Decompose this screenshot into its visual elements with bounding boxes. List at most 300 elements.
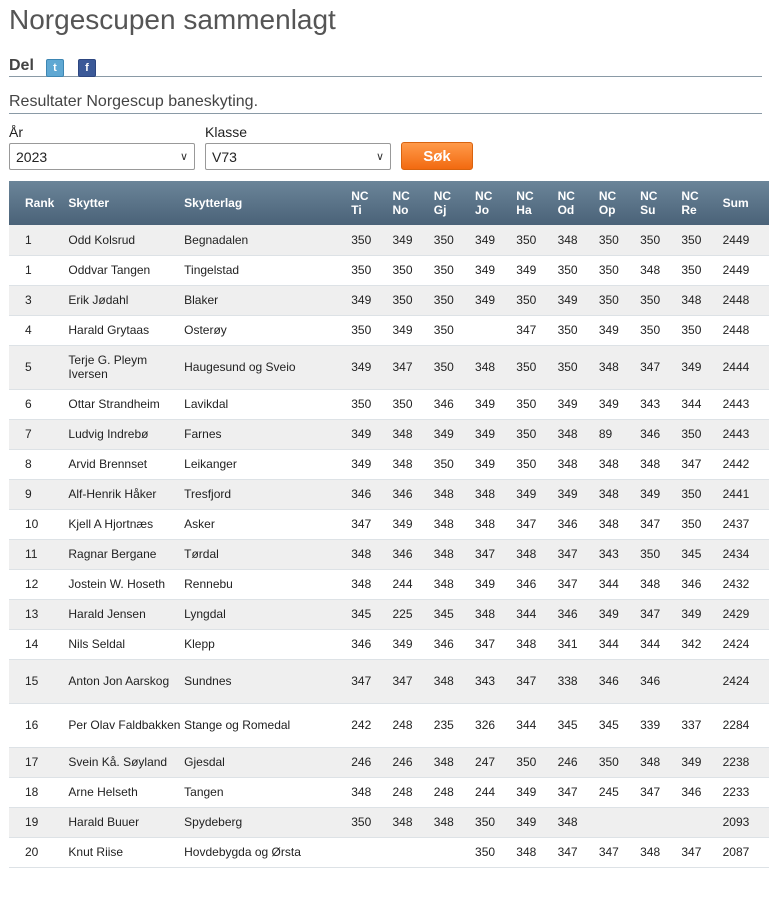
cell-score: 246 [392, 755, 413, 769]
cell-score: 339 [640, 718, 661, 732]
cell-sum: 2448 [722, 293, 750, 307]
cell-score: 346 [351, 487, 372, 501]
cell-club: Klepp [184, 637, 215, 651]
divider-top [9, 76, 762, 77]
cell-score: 350 [433, 360, 454, 374]
cell-score: 348 [598, 457, 619, 471]
cell-score [599, 807, 640, 837]
header-nc-ti[interactable]: NC Ti [351, 189, 369, 217]
cell-score: 348 [640, 755, 661, 769]
cell-sum: 2087 [722, 845, 750, 859]
cell-score: 347 [392, 360, 413, 374]
cell-score: 338 [557, 674, 578, 688]
cell-shooter: Per Olav Faldbakken [68, 718, 181, 732]
cell-score: 350 [681, 263, 702, 277]
cell-score: 349 [598, 607, 619, 621]
cell-score: 350 [681, 232, 702, 247]
cell-score: 350 [351, 263, 372, 277]
cell-score: 347 [516, 323, 537, 337]
cell-shooter: Nils Seldal [68, 637, 126, 651]
divider-bottom [9, 113, 762, 114]
cell-score: 348 [640, 845, 661, 859]
header-nc-op[interactable]: NC Op [598, 189, 617, 217]
cell-rank: 5 [25, 360, 32, 374]
cell-score: 348 [392, 457, 413, 471]
cell-sum: 2442 [722, 457, 750, 471]
cell-club: Lavikdal [184, 397, 229, 411]
cell-score: 349 [475, 397, 496, 411]
cell-club: Tresfjord [184, 487, 232, 501]
cell-score: 350 [392, 293, 413, 307]
cell-score: 348 [681, 293, 702, 307]
cell-sum: 2424 [722, 637, 750, 651]
cell-score: 348 [351, 785, 372, 799]
cell-score: 350 [516, 360, 537, 374]
cell-score: 326 [475, 718, 496, 732]
cell-score: 347 [516, 517, 537, 531]
cell-score: 347 [640, 517, 661, 531]
cell-rank: 6 [25, 397, 32, 411]
cell-score: 347 [516, 674, 537, 688]
cell-score: 348 [475, 487, 496, 501]
cell-score: 350 [640, 293, 661, 307]
cell-score: 349 [475, 293, 496, 307]
cell-score: 350 [598, 293, 619, 307]
cell-score: 348 [392, 815, 413, 829]
table-row [9, 659, 769, 703]
cell-score: 346 [640, 427, 661, 441]
chevron-down-icon: ∨ [375, 151, 384, 163]
cell-score: 344 [598, 577, 619, 591]
cell-rank: 13 [25, 607, 39, 621]
cell-score: 350 [351, 815, 372, 829]
cell-score: 248 [392, 718, 413, 732]
cell-score: 347 [475, 547, 496, 561]
cell-score: 350 [516, 427, 537, 441]
cell-score: 348 [516, 547, 537, 561]
cell-score: 350 [516, 755, 537, 769]
cell-score: 349 [351, 293, 372, 307]
page-title: Norgescupen sammenlagt [9, 4, 336, 35]
cell-score: 350 [516, 457, 537, 471]
cell-shooter: Harald Jensen [68, 607, 146, 621]
cell-score: 349 [475, 427, 496, 441]
cell-score: 349 [640, 487, 661, 501]
cell-sum: 2449 [722, 232, 750, 247]
cell-score: 235 [433, 718, 454, 732]
cell-score: 346 [392, 487, 413, 501]
cell-score: 350 [640, 323, 661, 337]
table-row [9, 599, 769, 629]
cell-score: 348 [557, 232, 578, 247]
cell-score: 348 [557, 427, 578, 441]
table-row [9, 479, 769, 509]
class-select-value: V73 [212, 148, 237, 165]
table-row [9, 419, 769, 449]
year-label: År [9, 124, 23, 140]
cell-score: 350 [351, 323, 372, 337]
cell-score: 347 [351, 517, 372, 531]
page-description: Resultater Norgescup baneskyting. [9, 93, 259, 110]
twitter-icon[interactable]: t [46, 59, 64, 77]
cell-score: 348 [475, 360, 496, 374]
cell-shooter: Oddvar Tangen [68, 263, 151, 277]
cell-score: 244 [475, 785, 496, 799]
cell-score: 348 [640, 263, 661, 277]
cell-sum: 2448 [722, 323, 750, 337]
header-nc-gj[interactable]: NC Gj [433, 189, 452, 217]
cell-sum: 2424 [722, 674, 750, 688]
results-body [9, 225, 769, 867]
cell-score: 347 [598, 845, 619, 859]
cell-score: 350 [433, 457, 454, 471]
cell-score: 348 [433, 815, 454, 829]
cell-score: 349 [598, 397, 619, 411]
header-nc-jo[interactable]: NC Jo [475, 189, 493, 217]
cell-rank: 10 [25, 517, 39, 531]
header-rank[interactable]: Rank [25, 196, 55, 210]
cell-score: 347 [640, 360, 661, 374]
cell-score: 242 [351, 718, 372, 732]
cell-score: 345 [351, 607, 372, 621]
cell-rank: 8 [25, 457, 32, 471]
cell-rank: 18 [25, 785, 39, 799]
cell-sum: 2434 [722, 547, 750, 561]
cell-score: 348 [598, 487, 619, 501]
cell-score: 345 [557, 718, 578, 732]
cell-rank: 15 [25, 674, 39, 688]
cell-score: 350 [475, 815, 496, 829]
cell-score: 349 [433, 427, 454, 441]
cell-club: Leikanger [184, 457, 237, 471]
cell-score: 350 [516, 232, 537, 247]
cell-club: Asker [184, 517, 215, 531]
cell-score: 349 [475, 577, 496, 591]
cell-rank: 12 [25, 577, 39, 591]
cell-shooter: Knut Riise [68, 845, 124, 859]
cell-score: 348 [351, 547, 372, 561]
cell-shooter: Terje G. Pleym Iversen [68, 353, 148, 381]
cell-score [640, 807, 681, 837]
cell-score: 349 [475, 457, 496, 471]
header-nc-no[interactable]: NC No [392, 189, 410, 217]
cell-score: 347 [351, 674, 372, 688]
cell-score: 343 [640, 397, 661, 411]
cell-sum: 2444 [722, 360, 750, 374]
cell-score: 347 [640, 785, 661, 799]
table-row [9, 777, 769, 807]
cell-club: Rennebu [184, 577, 233, 591]
cell-score: 347 [557, 547, 578, 561]
results-table [9, 181, 769, 868]
cell-rank: 7 [25, 427, 32, 441]
cell-shooter: Erik Jødahl [68, 293, 129, 307]
cell-sum: 2233 [722, 785, 750, 799]
cell-score: 350 [681, 517, 702, 531]
cell-score: 345 [681, 547, 702, 561]
cell-score: 346 [351, 637, 372, 651]
cell-club: Blaker [184, 293, 219, 307]
class-select[interactable] [205, 143, 391, 170]
cell-score: 349 [681, 360, 702, 374]
cell-score: 346 [681, 785, 702, 799]
table-row [9, 569, 769, 599]
cell-score: 350 [681, 487, 702, 501]
cell-shooter: Arne Helseth [68, 785, 138, 799]
header-nc-ha[interactable]: NC Ha [516, 189, 534, 217]
cell-score: 348 [475, 607, 496, 621]
cell-club: Lyngdal [184, 607, 226, 621]
cell-score: 342 [681, 637, 702, 651]
cell-score: 348 [516, 637, 537, 651]
cell-shooter: Anton Jon Aarskog [68, 674, 170, 688]
header-club[interactable]: Skytterlag [184, 196, 243, 210]
cell-score: 348 [433, 674, 454, 688]
facebook-icon[interactable]: f [78, 59, 96, 77]
cell-score: 350 [392, 397, 413, 411]
cell-rank: 20 [25, 845, 39, 859]
cell-score: 348 [640, 457, 661, 471]
cell-score: 347 [640, 607, 661, 621]
cell-score: 349 [681, 755, 702, 769]
cell-score: 248 [392, 785, 413, 799]
cell-shooter: Ragnar Bergane [68, 547, 157, 561]
cell-score [475, 315, 516, 345]
cell-club: Osterøy [184, 323, 227, 337]
cell-score: 349 [598, 323, 619, 337]
cell-shooter: Harald Grytaas [68, 323, 150, 337]
cell-score: 347 [557, 845, 578, 859]
cell-club: Gjesdal [184, 755, 225, 769]
cell-score: 347 [681, 845, 702, 859]
cell-shooter: Ottar Strandheim [68, 397, 160, 411]
cell-score: 247 [475, 755, 496, 769]
cell-score: 348 [516, 845, 537, 859]
cell-shooter: Kjell A Hjortnæs [68, 517, 154, 531]
cell-score: 348 [557, 457, 578, 471]
table-row [9, 389, 769, 419]
share-label: Del [9, 57, 34, 74]
cell-sum: 2437 [722, 517, 750, 531]
cell-sum: 2443 [722, 427, 750, 441]
cell-score: 348 [640, 577, 661, 591]
cell-sum: 2443 [722, 397, 750, 411]
table-row [9, 509, 769, 539]
cell-score: 89 [598, 427, 613, 441]
cell-sum: 2238 [722, 755, 750, 769]
cell-score [393, 837, 434, 867]
cell-score: 343 [475, 674, 496, 688]
share-bar [9, 56, 762, 76]
cell-score: 349 [475, 232, 496, 247]
cell-score: 344 [516, 718, 537, 732]
cell-club: Tangen [184, 785, 224, 799]
cell-score: 346 [392, 547, 413, 561]
cell-shooter: Alf-Henrik Håker [68, 487, 157, 501]
cell-score: 348 [433, 577, 454, 591]
cell-score: 348 [433, 517, 454, 531]
cell-score: 344 [681, 397, 702, 411]
cell-score: 349 [681, 607, 702, 621]
header-shooter[interactable]: Skytter [68, 196, 110, 210]
cell-shooter: Odd Kolsrud [68, 232, 136, 247]
table-row [9, 315, 769, 345]
cell-score: 350 [433, 232, 454, 247]
chevron-down-icon: ∨ [179, 151, 188, 163]
cell-score: 349 [516, 487, 537, 501]
cell-score: 350 [640, 232, 661, 247]
header-sum[interactable]: Sum [722, 196, 749, 210]
cell-club: Farnes [184, 427, 222, 441]
cell-score: 344 [640, 637, 661, 651]
cell-score: 346 [598, 674, 619, 688]
cell-score: 350 [681, 427, 702, 441]
cell-rank: 17 [25, 755, 39, 769]
cell-rank: 1 [25, 263, 32, 277]
cell-score: 348 [433, 755, 454, 769]
cell-score: 349 [351, 360, 372, 374]
cell-score: 348 [392, 427, 413, 441]
cell-score: 349 [392, 323, 413, 337]
cell-score: 349 [557, 487, 578, 501]
cell-score [351, 837, 392, 867]
cell-score: 349 [351, 427, 372, 441]
cell-sum: 2284 [722, 718, 750, 732]
class-label: Klasse [205, 124, 248, 140]
cell-score: 350 [433, 293, 454, 307]
cell-score: 246 [351, 755, 372, 769]
cell-score: 248 [433, 785, 454, 799]
cell-shooter: Harald Buuer [68, 815, 140, 829]
cell-club: Tingelstad [184, 263, 240, 277]
cell-score: 244 [392, 577, 413, 591]
year-select[interactable] [9, 143, 195, 170]
cell-score: 350 [598, 232, 619, 247]
class-field [205, 124, 391, 170]
cell-score: 349 [516, 263, 537, 277]
cell-score: 337 [681, 718, 702, 732]
cell-score: 347 [557, 785, 578, 799]
filter-bar [9, 124, 762, 170]
cell-club: Tørdal [184, 547, 219, 561]
cell-score: 348 [433, 547, 454, 561]
cell-score: 346 [640, 674, 661, 688]
cell-score: 349 [516, 815, 537, 829]
cell-score: 348 [433, 487, 454, 501]
cell-score: 347 [392, 674, 413, 688]
cell-score: 350 [557, 263, 578, 277]
cell-score [681, 659, 722, 703]
cell-rank: 19 [25, 815, 39, 829]
cell-shooter: Svein Kå. Søyland [68, 755, 168, 769]
cell-club: Sundnes [184, 674, 232, 688]
table-row [9, 539, 769, 569]
cell-rank: 4 [25, 323, 32, 337]
cell-sum: 2093 [722, 815, 750, 829]
cell-score: 348 [598, 360, 619, 374]
cell-score: 346 [557, 607, 578, 621]
cell-sum: 2429 [722, 607, 750, 621]
cell-score: 350 [516, 293, 537, 307]
cell-shooter: Arvid Brennset [68, 457, 148, 471]
cell-score: 350 [351, 397, 372, 411]
cell-sum: 2432 [722, 577, 750, 591]
cell-club: Stange og Romedal [184, 718, 291, 732]
cell-score: 350 [557, 323, 578, 337]
cell-shooter: Jostein W. Hoseth [68, 577, 166, 591]
cell-rank: 1 [25, 232, 32, 247]
cell-score: 349 [516, 785, 537, 799]
cell-score: 350 [640, 547, 661, 561]
cell-score: 350 [598, 263, 619, 277]
cell-score: 350 [433, 263, 454, 277]
cell-score [681, 807, 722, 837]
table-row [9, 747, 769, 777]
cell-score: 349 [392, 517, 413, 531]
cell-score: 346 [681, 577, 702, 591]
cell-score: 350 [351, 232, 372, 247]
cell-score: 343 [598, 547, 619, 561]
cell-score: 350 [598, 755, 619, 769]
cell-shooter: Ludvig Indrebø [68, 427, 149, 441]
cell-score: 347 [681, 457, 702, 471]
table-row [9, 345, 769, 389]
cell-rank: 3 [25, 293, 32, 307]
cell-score: 346 [433, 397, 454, 411]
header-nc-re[interactable]: NC Re [681, 189, 699, 217]
cell-score: 349 [557, 397, 578, 411]
cell-score: 246 [557, 755, 578, 769]
year-select-value: 2023 [16, 148, 48, 165]
cell-score: 349 [392, 637, 413, 651]
cell-score: 350 [557, 360, 578, 374]
cell-score: 350 [681, 323, 702, 337]
cell-score [434, 837, 475, 867]
cell-sum: 2449 [722, 263, 750, 277]
cell-rank: 9 [25, 487, 32, 501]
cell-score: 245 [598, 785, 619, 799]
cell-score: 347 [557, 577, 578, 591]
table-row [9, 225, 769, 255]
cell-club: Hovdebygda og Ørsta [184, 845, 301, 859]
cell-rank: 16 [25, 718, 39, 732]
cell-score: 349 [475, 263, 496, 277]
cell-score: 344 [598, 637, 619, 651]
header-nc-su[interactable]: NC Su [640, 189, 658, 217]
cell-score: 348 [598, 517, 619, 531]
cell-score: 225 [392, 607, 413, 621]
cell-club: Spydeberg [184, 815, 243, 829]
cell-score: 348 [475, 517, 496, 531]
cell-score: 350 [433, 323, 454, 337]
cell-rank: 14 [25, 637, 39, 651]
cell-club: Haugesund og Sveio [184, 360, 296, 374]
table-row [9, 807, 769, 837]
table-row [9, 449, 769, 479]
cell-score: 350 [392, 263, 413, 277]
cell-score: 348 [557, 815, 578, 829]
cell-score: 346 [557, 517, 578, 531]
header-nc-od[interactable]: NC Od [557, 189, 575, 217]
cell-score: 345 [433, 607, 454, 621]
cell-score: 344 [516, 607, 537, 621]
cell-score: 346 [433, 637, 454, 651]
search-button[interactable]: Søk [401, 142, 473, 170]
cell-score: 349 [351, 457, 372, 471]
cell-score: 341 [557, 637, 578, 651]
table-row [9, 255, 769, 285]
cell-score: 347 [475, 637, 496, 651]
